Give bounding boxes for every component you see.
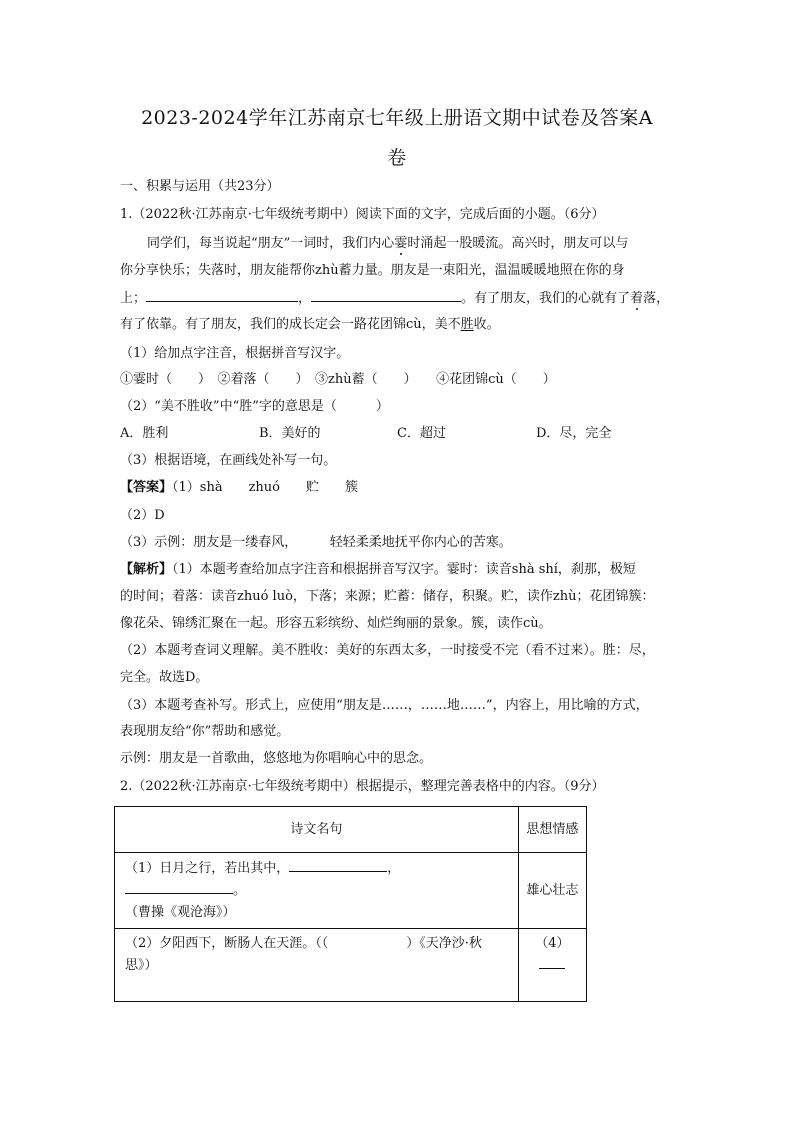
- passage-line-1: [147, 235, 680, 253]
- analysis-line-4: （2）本题考查词义理解。美不胜收：美好的东西太多，一时接受不完（看不过来）。胜：尽，: [120, 643, 655, 658]
- column-header-emotion: 思想情感: [518, 807, 586, 853]
- table-row: [115, 929, 587, 1002]
- option-c: C．超过: [397, 426, 446, 441]
- passage-text: ，: [298, 291, 312, 306]
- analysis-text: （1）本题考查给加点字注音和根据拼音写汉字。霎时：读音shà shí，刹那，极短: [172, 562, 636, 577]
- poem-line: （1）日月之行，若出其中， ，。: [125, 860, 401, 898]
- sub-question-1-items: ①霎时（ ） ②着落（ ） ③zhù蓄（ ） ④花团锦cù（ ）: [120, 372, 556, 387]
- fill-blank-2[interactable]: [311, 289, 461, 302]
- analysis-line-3: 像花朵、锦绣汇聚在一起。形容五彩缤纷、灿烂绚丽的景象。簇，读作cù。: [120, 616, 552, 631]
- analysis-label: 【解析】: [120, 562, 173, 577]
- passage-line-3: [120, 289, 680, 308]
- poem-line: （2）夕阳西下，断肠人在天涯。（（ ）《天净沙·秋: [125, 936, 482, 951]
- passage-text: 时涌起一股暖流。高兴时，朋友可以与: [407, 236, 629, 251]
- emotion-cell-2: （4）: [518, 929, 586, 1002]
- dotted-char: 着: [630, 291, 644, 306]
- passage-text: 上；: [120, 291, 147, 306]
- sub-question-2: （2）“美不胜收”中“胜”字的意思是（ ）: [120, 399, 389, 414]
- poem-cell-2: [115, 929, 519, 1002]
- answer-line-1: [120, 479, 680, 497]
- section-heading: 一、积累与运用（共23分）: [120, 179, 280, 194]
- doc-title-line1: 2023-2024学年江苏南京七年级上册语文期中试卷及答案A: [141, 107, 653, 129]
- analysis-line-2: 的时间；着落：读音zhuó luò，下落；来源；贮蓄：储存，积聚。贮，读作zhù；花团锦簇：: [120, 589, 655, 604]
- passage-text: 有了依靠。有了朋友，我们的成长定会一路花团锦cù，美不: [120, 317, 461, 332]
- passage-text: 同学们，每当说起“朋友”一词时，我们内心: [147, 236, 395, 251]
- fill-blank-5[interactable]: [539, 956, 565, 969]
- doc-title-line2: 卷: [387, 147, 407, 169]
- answer-line-2: （2）D: [120, 508, 165, 523]
- underlined-char: 胜: [460, 317, 474, 332]
- answer-label: 【答案】: [120, 480, 173, 495]
- q1-heading: 1.（2022秋·江苏南京·七年级统考期中）阅读下面的文字，完成后面的小题。（6分）: [120, 207, 605, 222]
- answer-line-3: （3）示例：朋友是一缕春风， 轻轻柔柔地抚平你内心的苦寒。: [120, 535, 512, 550]
- answer-text: （1）shà zhuó 贮 簇: [172, 480, 359, 495]
- sub-question-3: （3）根据语境，在画线处补写一句。: [120, 453, 337, 468]
- option-d: D．尽，完全: [536, 426, 612, 441]
- fill-blank-3[interactable]: [289, 859, 387, 872]
- option-b: B．美好的: [259, 426, 321, 441]
- poem-cell-1: [115, 853, 519, 929]
- fill-blank-4[interactable]: [125, 881, 233, 894]
- emotion-cell-1: 雄心壮志: [518, 853, 586, 929]
- dotted-char: 霎: [394, 236, 408, 251]
- passage-line-4: [120, 316, 680, 334]
- analysis-line-7: 表现朋友给“你”帮助和感觉。: [120, 724, 290, 739]
- poem-source: （曹操《观沧海》）: [125, 904, 236, 920]
- column-header-poem: 诗文名句: [115, 807, 519, 853]
- table-header-row: [115, 807, 587, 853]
- sub-question-1: （1）给加点字注音，根据拼音写汉字。: [120, 346, 350, 361]
- option-a: A．胜利: [120, 426, 169, 441]
- passage-text: 落，: [643, 291, 670, 306]
- analysis-line-1: [120, 561, 680, 579]
- analysis-line-6: （3）本题考查补写。形式上，应使用“朋友是……，……地……”，内容上，用比喻的方式，: [120, 698, 649, 713]
- analysis-line-8: 示例：朋友是一首歌曲，悠悠地为你唱响心中的思念。: [120, 751, 433, 766]
- table-row: [115, 853, 587, 929]
- passage-text: 收。: [473, 317, 500, 332]
- poem-line: 思》）: [125, 958, 158, 973]
- fill-blank-1[interactable]: [146, 289, 298, 302]
- passage-line-2: 你分享快乐；失落时，朋友能帮你zhù蓄力量。朋友是一束阳光，温温暖暖地照在你的身: [120, 263, 625, 278]
- q2-heading: 2.（2022秋·江苏南京·七年级统考期中）根据提示，整理完善表格中的内容。（9分）: [120, 779, 605, 794]
- analysis-line-5: 完全。故选D。: [120, 670, 209, 685]
- passage-text: 。有了朋友，我们的心就有了: [461, 291, 631, 306]
- poem-table: [114, 806, 587, 1002]
